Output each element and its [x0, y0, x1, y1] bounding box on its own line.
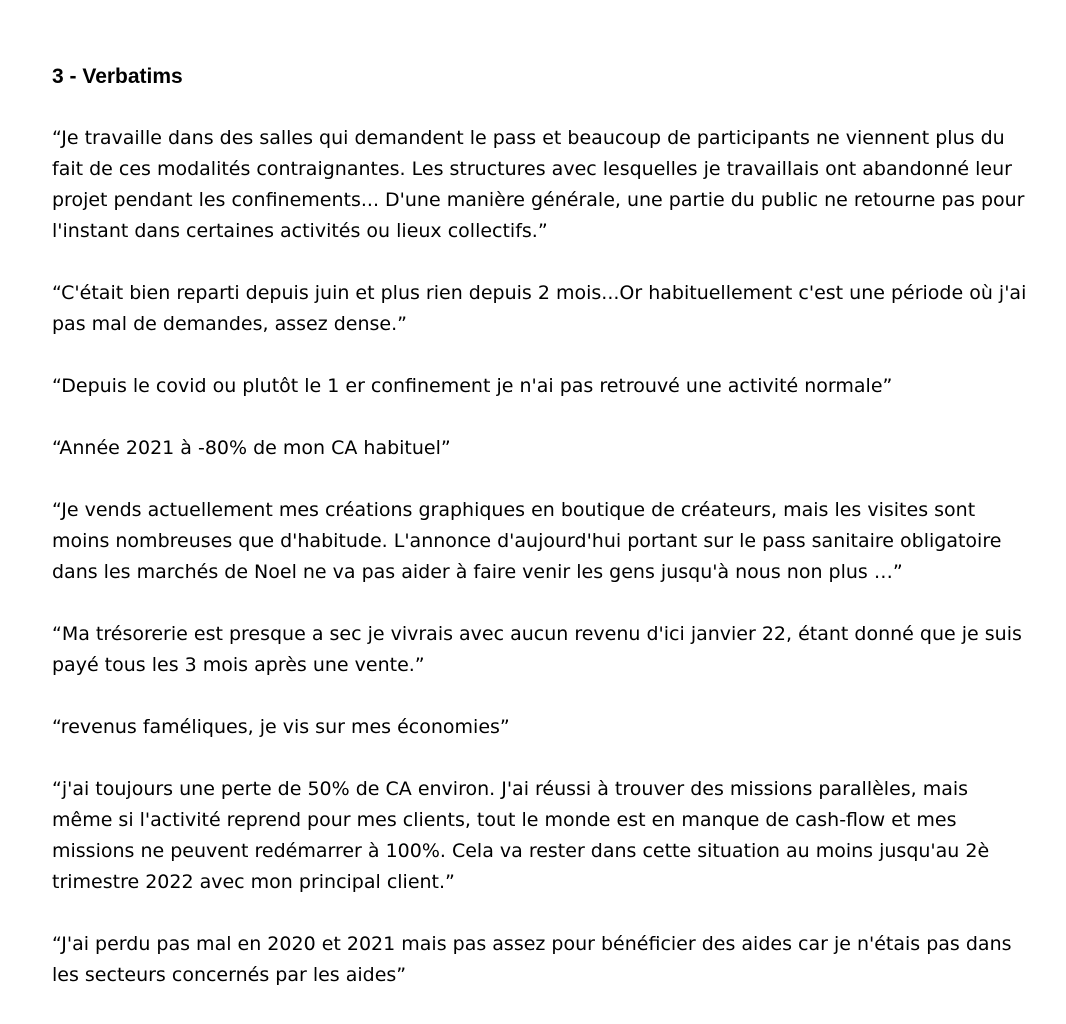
verbatim-quote: “Je vends actuellement mes créations graphiques en boutique de créateurs, mais les visites sont moins nombreuses que d'habitude. L'annonce d'aujourd'hui portant sur le pass sanitaire obligatoire dans les marchés de Noel ne va pas aider à faire venir les gens jusqu'à nous non plus …” [52, 499, 1002, 583]
verbatim-quote: “revenus faméliques, je vis sur mes économies” [52, 716, 510, 738]
verbatim-quote: “Je travaille dans des salles qui demandent le pass et beaucoup de participants ne viennent plus du fait de ces modalités contraignantes. Les structures avec lesquelles je travaillais ont abandonné leur projet pendant les confinements... D'une manière générale, une partie du public ne retourne pas pour l'instant dans certaines activités ou lieux collectifs.” [52, 127, 1025, 242]
document-body [52, 62, 1027, 991]
section-heading: 3 - Verbatims [52, 65, 183, 88]
verbatim-quote: “Année 2021 à -80% de mon CA habituel” [52, 437, 451, 459]
verbatim-quote: “C'était bien reparti depuis juin et plus rien depuis 2 mois...Or habituellement c'est une période où j'ai pas mal de demandes, assez dense.” [52, 282, 1027, 335]
verbatim-quote: “Ma trésorerie est presque a sec je vivrais avec aucun revenu d'ici janvier 22, étant donné que je suis payé tous les 3 mois après une vente.” [52, 623, 1022, 676]
verbatim-quote: “Depuis le covid ou plutôt le 1 er confinement je n'ai pas retrouvé une activité normale” [52, 375, 893, 397]
verbatim-quote: “j'ai toujours une perte de 50% de CA environ. J'ai réussi à trouver des missions parallèles, mais même si l'activité reprend pour mes clients, tout le monde est en manque de cash-flow et mes missions ne peuvent redémarrer à 100%. Cela va rester dans cette situation au moins jusqu'au 2è trimestre 2022 avec mon principal client.” [52, 778, 990, 893]
verbatim-quote: “J'ai perdu pas mal en 2020 et 2021 mais pas assez pour bénéficier des aides car je n'étais pas dans les secteurs concernés par les aides” [52, 933, 1012, 986]
